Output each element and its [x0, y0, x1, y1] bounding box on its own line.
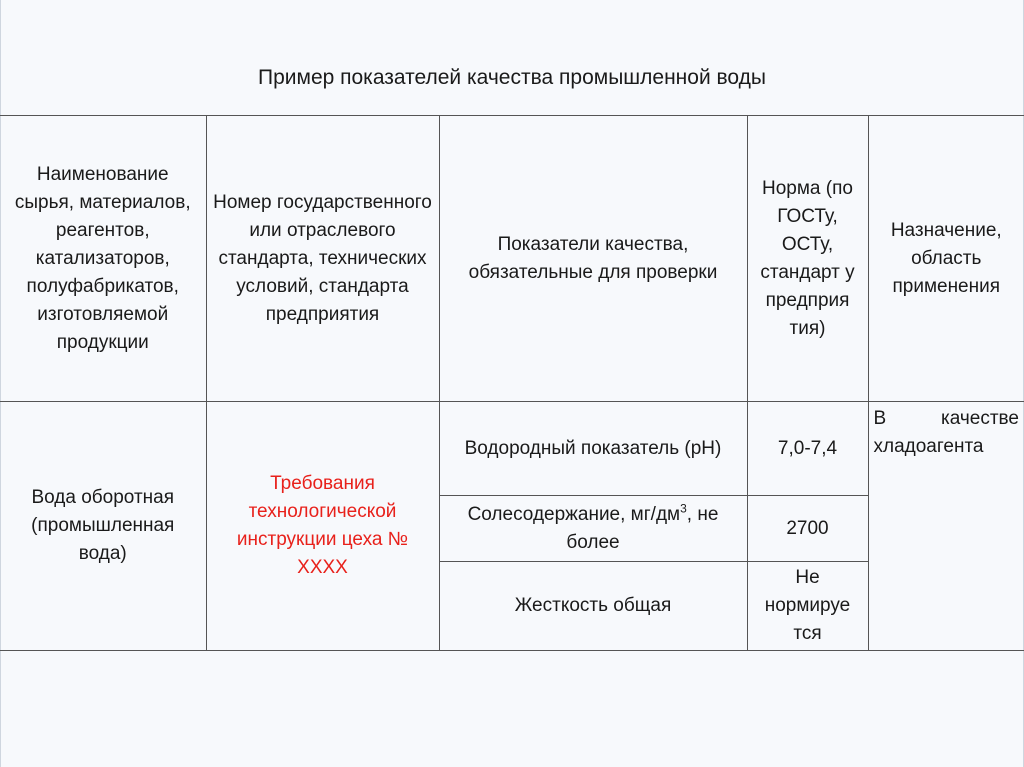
- cell-indicator-ph: Водородный показатель (рН): [439, 402, 747, 496]
- header-norm: Норма (по ГОСТу, ОСТу, стандарт у предприя тия): [747, 116, 868, 402]
- header-material: Наименование сырья, материалов, реагентов, катализаторов, полуфабрикатов, изготовляемой продукции: [0, 116, 206, 402]
- salt-label-main: Солесодержание, мг/дм: [467, 503, 681, 525]
- quality-table: [0, 115, 1024, 651]
- cell-indicator-hardness: Жесткость общая: [439, 562, 747, 651]
- cell-standard: Требования технологической инструкции цеха № ХХХХ: [206, 402, 439, 651]
- table-header-row: [0, 116, 1024, 402]
- cell-indicator-salt: [439, 496, 747, 562]
- table-row: [0, 402, 1024, 496]
- cell-material: Вода оборотная (промышленная вода): [0, 402, 206, 651]
- cell-norm-salt: 2700: [747, 496, 868, 562]
- cell-norm-hardness: Не нормируе тся: [747, 562, 868, 651]
- salt-label-tail: , не более: [566, 503, 719, 553]
- header-purpose: Назначение, область применения: [868, 116, 1024, 402]
- header-indicators: Показатели качества, обязательные для проверки: [439, 116, 747, 402]
- salt-label-superscript: 3: [680, 501, 687, 516]
- header-standard: Номер государственного или отраслевого стандарта, технических условий, стандарта предприятия: [206, 116, 439, 402]
- slide-title: Пример показателей качества промышленной воды: [258, 66, 766, 89]
- cell-norm-ph: 7,0-7,4: [747, 402, 868, 496]
- cell-purpose: В качестве хладоагента: [868, 402, 1024, 651]
